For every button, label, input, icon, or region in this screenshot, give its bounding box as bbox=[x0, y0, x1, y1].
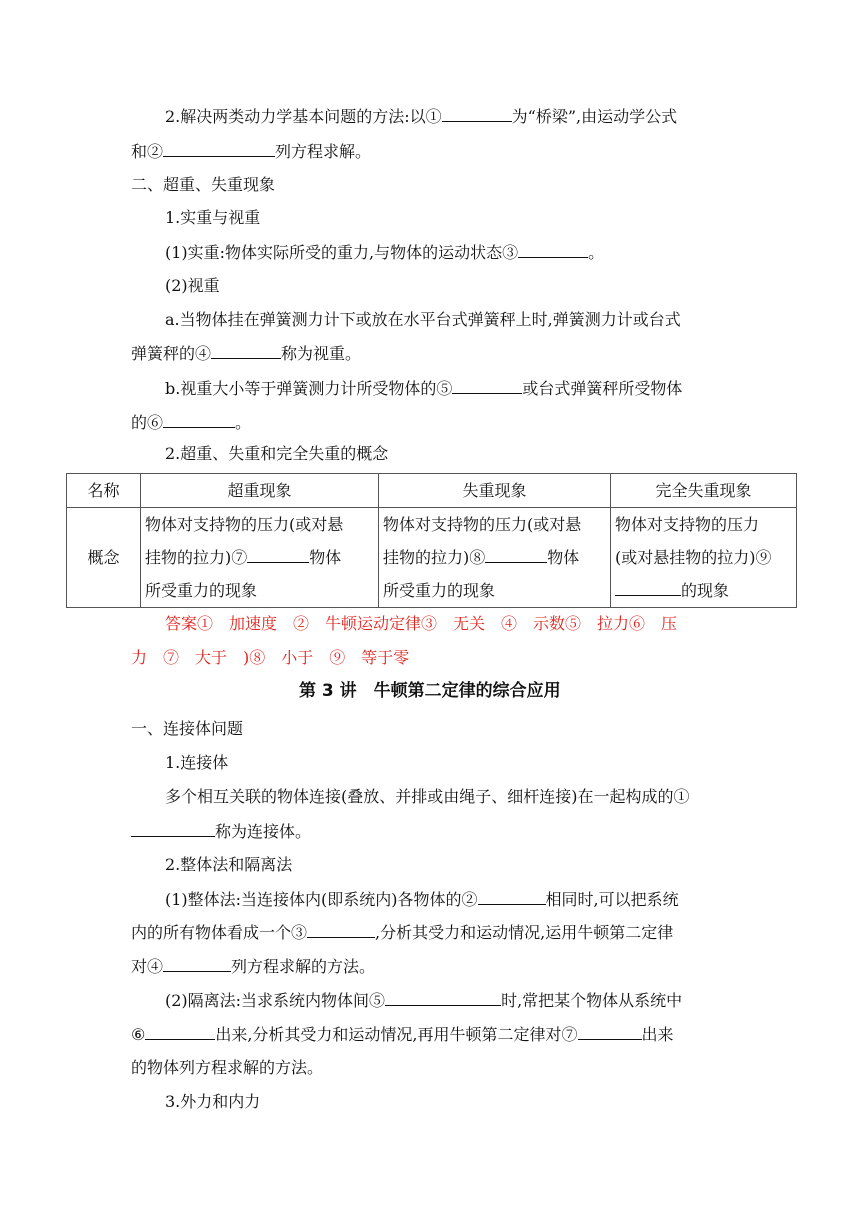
blank-5 bbox=[452, 378, 522, 394]
text bbox=[615, 574, 792, 607]
blank-6 bbox=[163, 412, 235, 428]
text: 列方程求解。 bbox=[275, 142, 372, 161]
text: 物体 bbox=[547, 548, 580, 567]
text: ⑥ bbox=[131, 1025, 146, 1044]
apparent-heading: (2)视重 bbox=[165, 276, 220, 295]
text: 出来 bbox=[641, 1025, 674, 1044]
text: 称为连接体。 bbox=[215, 822, 312, 841]
text: (1)实重:物体实际所受的重力,与物体的运动状态③ bbox=[165, 243, 519, 262]
method-line-1 bbox=[165, 106, 677, 127]
isolate-line-3: 的物体列方程求解的方法。 bbox=[131, 1058, 324, 1077]
lesson-title: 第 3 讲 牛顿第二定律的综合应用 bbox=[299, 681, 561, 701]
text: 物体 bbox=[309, 548, 342, 567]
blank-c1 bbox=[131, 821, 215, 837]
table-header-row bbox=[67, 474, 797, 508]
connected-line-2 bbox=[131, 821, 311, 842]
cell-weightless bbox=[379, 508, 611, 608]
cell-complete bbox=[611, 508, 797, 608]
section-heading-overweight: 二、超重、失重现象 bbox=[131, 175, 276, 194]
text: (2)隔离法:当求系统内物体间⑤ bbox=[165, 991, 386, 1010]
text bbox=[383, 541, 606, 574]
text: 物体对支持物的压力 bbox=[615, 515, 760, 534]
text: 所受重力的现象 bbox=[145, 581, 258, 600]
real-weight-line bbox=[165, 242, 604, 263]
text: (或对悬挂物的拉力)⑨ bbox=[615, 548, 772, 567]
isolate-line-2 bbox=[131, 1024, 674, 1045]
blank-3 bbox=[518, 242, 588, 258]
text: 物体对支持物的压力(或对悬 bbox=[383, 515, 582, 534]
blank-c6 bbox=[145, 1024, 215, 1040]
isolate-line-1 bbox=[165, 990, 682, 1011]
whole-line-3 bbox=[131, 956, 375, 977]
text: 为“桥梁”,由运动学公式 bbox=[511, 107, 678, 126]
blank-c4 bbox=[163, 956, 231, 972]
apparent-a-line-2 bbox=[131, 343, 361, 364]
text: 。 bbox=[235, 413, 252, 432]
text: 时,常把某个物体从系统中 bbox=[501, 991, 683, 1010]
blank-2 bbox=[163, 141, 275, 157]
blank-7 bbox=[247, 547, 309, 563]
apparent-b-line-1 bbox=[165, 378, 682, 399]
header-overweight: 超重现象 bbox=[141, 474, 379, 508]
text: 称为视重。 bbox=[281, 344, 362, 363]
subheading-concepts: 2.超重、失重和完全失重的概念 bbox=[165, 444, 389, 463]
header-name: 名称 bbox=[67, 474, 141, 508]
whole-line-1 bbox=[165, 889, 679, 910]
concepts-table bbox=[66, 473, 797, 608]
table-row bbox=[67, 508, 797, 608]
text: 物体对支持物的压力(或对悬 bbox=[145, 515, 344, 534]
text: 内的所有物体看成一个③ bbox=[131, 923, 308, 942]
text: 或台式弹簧秤所受物体 bbox=[522, 379, 683, 398]
blank-c5 bbox=[385, 990, 501, 1006]
answer-line-1: 答案① 加速度 ② 牛顿运动定律③ 无关 ④ 示数⑤ 拉力⑥ 压 bbox=[165, 614, 678, 633]
apparent-a-line-1: a.当物体挂在弹簧测力计下或放在水平台式弹簧秤上时,弹簧测力计或台式 bbox=[165, 310, 681, 329]
blank-1 bbox=[442, 106, 512, 122]
text: 列方程求解的方法。 bbox=[231, 957, 376, 976]
blank-c3 bbox=[307, 922, 375, 938]
text: 的现象 bbox=[681, 581, 730, 600]
blank-c7 bbox=[578, 1024, 642, 1040]
text: 的⑥ bbox=[131, 413, 164, 432]
answer-line-2: 力 ⑦ 大于 )⑧ 小于 ⑨ 等于零 bbox=[131, 648, 410, 667]
blank-8 bbox=[485, 547, 547, 563]
method-line-2 bbox=[131, 141, 371, 162]
subheading-connected: 1.连接体 bbox=[165, 753, 229, 772]
text: b.视重大小等于弹簧测力计所受物体的⑤ bbox=[165, 379, 453, 398]
text: 所受重力的现象 bbox=[383, 581, 496, 600]
row-label: 概念 bbox=[67, 508, 141, 608]
text: 2.解决两类动力学基本问题的方法:以① bbox=[165, 107, 442, 126]
subheading-real-apparent: 1.实重与视重 bbox=[165, 208, 261, 227]
apparent-b-line-2 bbox=[131, 412, 251, 433]
text: 对④ bbox=[131, 957, 164, 976]
connected-line-1: 多个相互关联的物体连接(叠放、并排或由绳子、细杆连接)在一起构成的① bbox=[165, 787, 690, 806]
text: 挂物的拉力)⑦ bbox=[145, 548, 248, 567]
text: 。 bbox=[588, 243, 605, 262]
text: 相同时,可以把系统 bbox=[545, 890, 679, 909]
blank-4 bbox=[211, 343, 281, 359]
blank-9 bbox=[615, 580, 681, 596]
section-heading-connected: 一、连接体问题 bbox=[131, 719, 244, 738]
text bbox=[145, 541, 374, 574]
subheading-forces: 3.外力和内力 bbox=[165, 1092, 261, 1111]
header-complete: 完全失重现象 bbox=[611, 474, 797, 508]
header-weightless: 失重现象 bbox=[379, 474, 611, 508]
whole-line-2 bbox=[131, 922, 673, 943]
cell-overweight bbox=[141, 508, 379, 608]
text: ,分析其受力和运动情况,运用牛顿第二定律 bbox=[375, 923, 674, 942]
text: 弹簧秤的④ bbox=[131, 344, 212, 363]
text: (1)整体法:当连接体内(即系统内)各物体的② bbox=[165, 890, 478, 909]
text: 和② bbox=[131, 142, 164, 161]
text: 出来,分析其受力和运动情况,再用牛顿第二定律对⑦ bbox=[215, 1025, 578, 1044]
blank-c2 bbox=[478, 889, 546, 905]
subheading-methods: 2.整体法和隔离法 bbox=[165, 855, 293, 874]
text: 挂物的拉力)⑧ bbox=[383, 548, 486, 567]
